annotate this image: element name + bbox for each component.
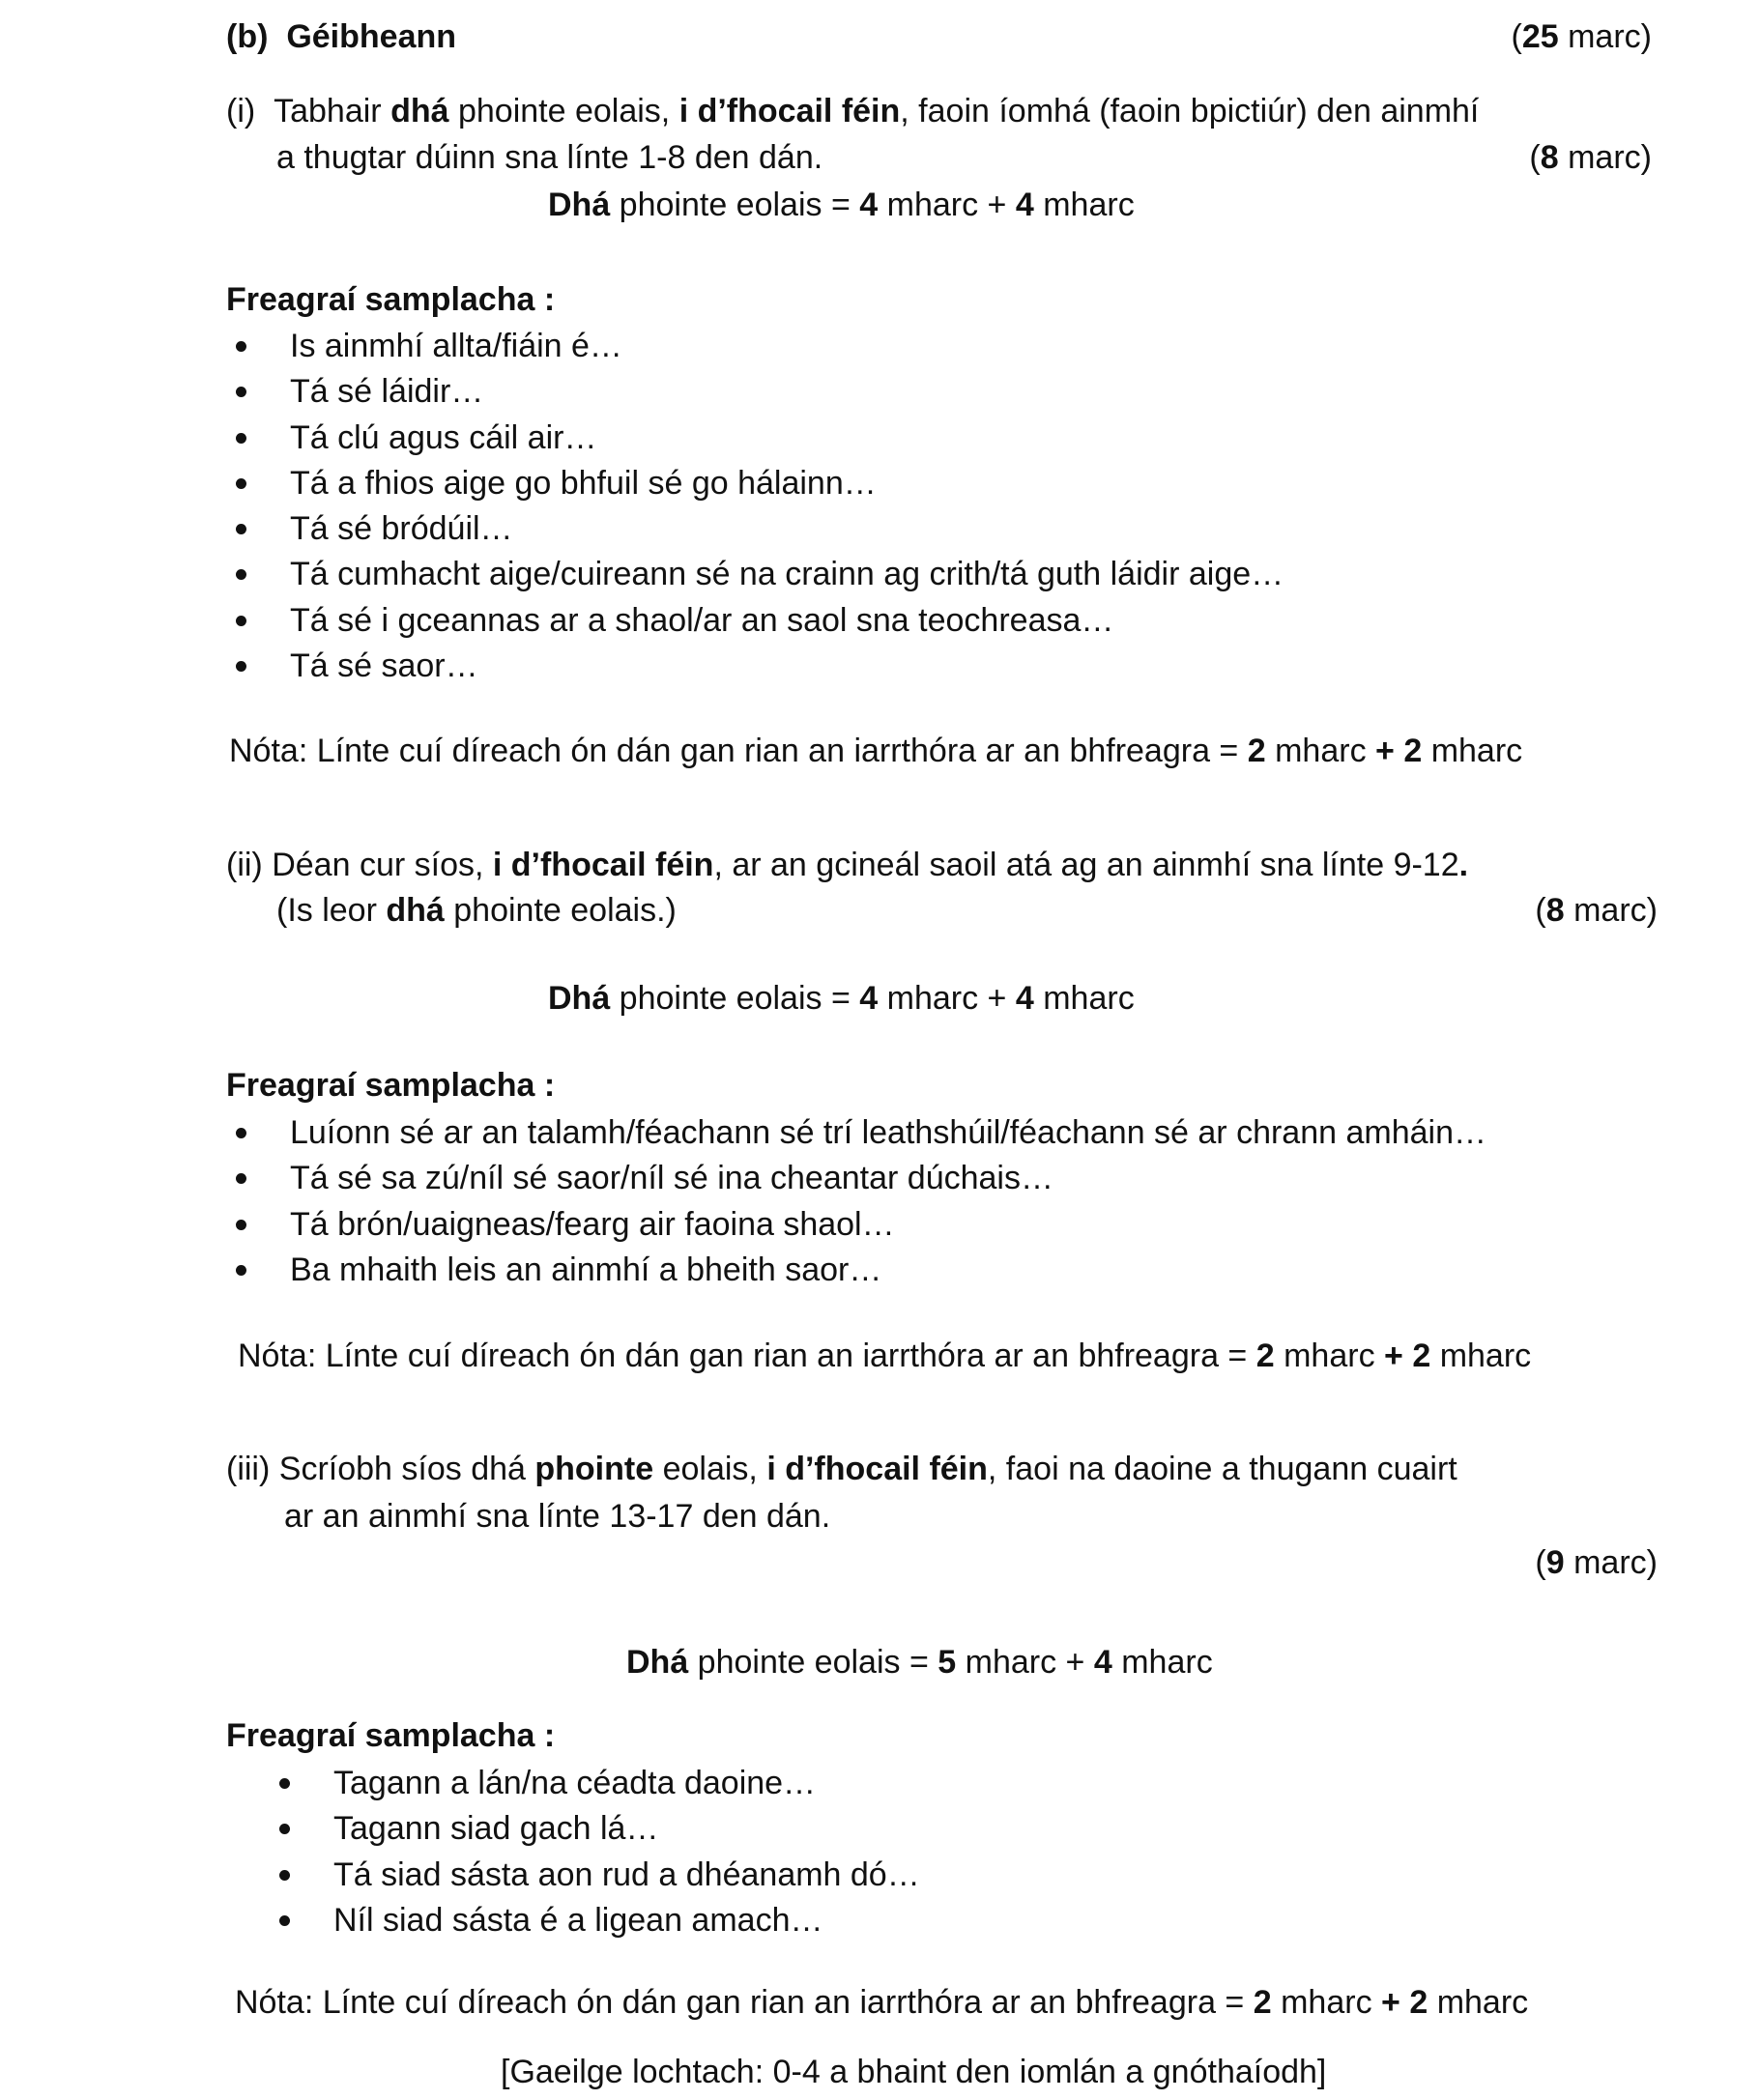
bullet-icon [279,1915,290,1926]
part-i-question-line-2: a thugtar dúinn sna línte 1-8 den dán. [276,139,823,176]
bullet-icon [236,433,246,444]
part-i-number: (i) [226,93,256,129]
list-item: Tá brón/uaigneas/fearg air faoina shaol… [236,1202,1486,1248]
section-label: (b) [226,18,269,55]
section-title: Géibheann [286,18,457,55]
section-marks: (25 marc) [1511,18,1652,55]
bullet-icon [236,1128,246,1138]
list-item: Tá sé saor… [236,644,1284,689]
bullet-icon [236,478,246,489]
list-item: Ba mhaith leis an ainmhí a bheith saor… [236,1248,1486,1293]
bullet-icon [236,661,246,672]
part-iii-question-line-2: ar an ainmhí sna línte 13-17 den dán. [284,1498,831,1535]
bullet-icon [236,569,246,580]
bullet-icon [236,1220,246,1230]
part-iii-note: Nóta: Línte cuí díreach ón dán gan rian an iarrthóra ar an bhfreagra = 2 mharc + 2 mharc [235,1984,1529,2021]
part-ii-marking-scheme: Dhá phointe eolais = 4 mharc + 4 mharc [548,980,1135,1017]
list-item: Tá sé láidir… [236,369,1284,415]
part-ii-marks: (8 marc) [1535,892,1658,929]
part-i-note: Nóta: Línte cuí díreach ón dán gan rian an iarrthóra ar an bhfreagra = 2 mharc + 2 mharc [229,733,1523,769]
list-item: Tá sé bródúil… [236,506,1284,552]
part-ii-number: (ii) [226,847,263,883]
part-ii-question-line-2: (Is leor dhá phointe eolais.) [276,892,677,929]
list-item: Tagann siad gach lá… [279,1806,920,1852]
bullet-icon [279,1870,290,1881]
list-item: Tá clú agus cáil air… [236,416,1284,461]
bullet-icon [236,616,246,626]
part-iii-number: (iii) [226,1451,271,1487]
list-item: Tá cumhacht aige/cuireann sé na crainn ag crith/tá guth láidir aige… [236,552,1284,597]
list-item: Níl siad sásta é a ligean amach… [279,1898,920,1943]
list-item: Is ainmhí allta/fiáin é… [236,324,1284,369]
part-i-marks: (8 marc) [1529,139,1652,176]
part-iii-marks: (9 marc) [1535,1544,1658,1581]
list-item: Tá siad sásta aon rud a dhéanamh dó… [279,1853,920,1898]
list-item: Tá sé sa zú/níl sé saor/níl sé ina cheantar dúchais… [236,1156,1486,1201]
list-item: Tá a fhios aige go bhfuil sé go hálainn… [236,461,1284,506]
part-i-answers-list [236,324,1284,689]
bullet-icon [236,1173,246,1184]
part-ii-note: Nóta: Línte cuí díreach ón dán gan rian an iarrthóra ar an bhfreagra = 2 mharc + 2 mharc [238,1338,1532,1374]
bullet-icon [236,341,246,352]
part-iii-question-line-1: (iii) Scríobh síos dhá phointe eolais, i d’fhocail féin, faoi na daoine a thugann cuairt [226,1451,1457,1487]
incorrect-irish-deduction-note: [Gaeilge lochtach: 0-4 a bhaint den iomlán a gnóthaíodh] [501,2054,1327,2090]
part-i-answers-heading: Freagraí samplacha : [226,281,556,318]
list-item: Luíonn sé ar an talamh/féachann sé trí leathshúil/féachann sé ar chrann amháin… [236,1110,1486,1156]
bullet-icon [279,1824,290,1834]
part-iii-marking-scheme: Dhá phointe eolais = 5 mharc + 4 mharc [626,1644,1213,1681]
part-iii-answers-heading: Freagraí samplacha : [226,1717,556,1754]
list-item: Tagann a lán/na céadta daoine… [279,1761,920,1806]
part-ii-answers-list [236,1110,1486,1293]
part-i-marking-scheme: Dhá phointe eolais = 4 mharc + 4 mharc [548,187,1135,223]
part-ii-answers-heading: Freagraí samplacha : [226,1067,556,1104]
section-heading [226,17,456,57]
bullet-icon [279,1778,290,1789]
part-i-question-line-1: (i) Tabhair dhá phointe eolais, i d’fhocail féin, faoin íomhá (faoin bpictiúr) den ainmhí [226,93,1480,129]
bullet-icon [236,1265,246,1276]
bullet-icon [236,524,246,534]
list-item: Tá sé i gceannas ar a shaol/ar an saol sna teochreasa… [236,598,1284,644]
bullet-icon [236,387,246,397]
part-iii-answers-list [279,1761,920,1943]
part-ii-question-line-1: (ii) Déan cur síos, i d’fhocail féin, ar an gcineál saoil atá ag an ainmhí sna línte 9-12. [226,847,1469,883]
